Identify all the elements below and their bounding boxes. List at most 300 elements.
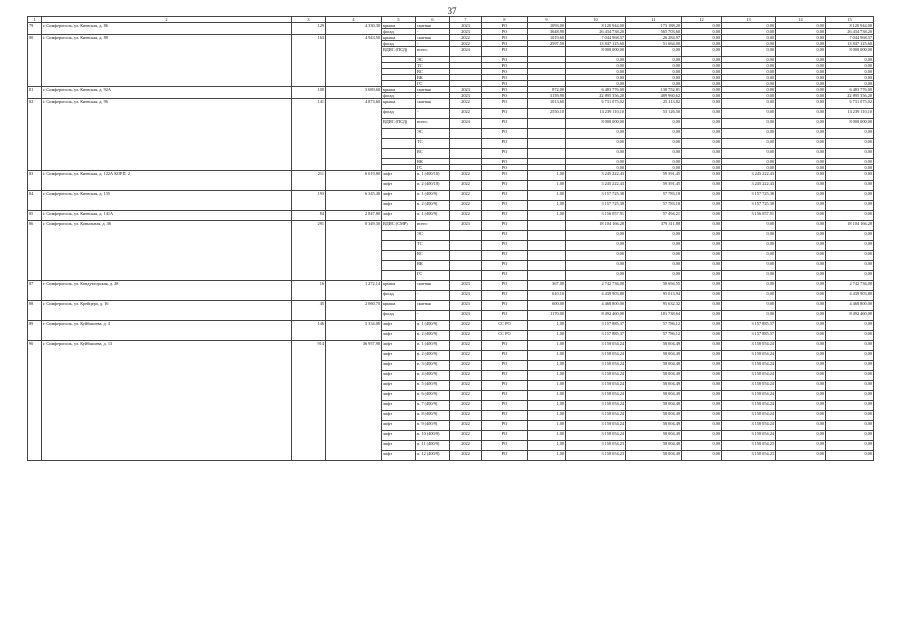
cell-c9: 1,00 <box>528 401 566 411</box>
cell-c14: 0,00 <box>776 35 826 41</box>
cell-c9 <box>528 119 566 129</box>
header-cell: 13 <box>722 17 776 23</box>
cell-c8: РО <box>482 47 528 57</box>
cell-c13: 3 158 054,24 <box>722 431 776 441</box>
cell-c7: 2022 <box>450 99 482 109</box>
cell-c12: 0,00 <box>682 271 722 281</box>
cell-c13: 3 158 054,23 <box>722 441 776 451</box>
header-cell: 14 <box>776 17 826 23</box>
cell-c14: 0,00 <box>776 63 826 69</box>
cell-c6: п. 1 (400/9) <box>416 321 450 331</box>
cell-c10: 4 468 800,00 <box>566 301 626 311</box>
cell-c9: 1,00 <box>528 201 566 211</box>
cell-c9 <box>528 139 566 149</box>
cell-c6: п. 9 (400/9) <box>416 421 450 431</box>
cell-c10: 0,00 <box>566 69 626 75</box>
cell-c11: 0,00 <box>626 159 682 165</box>
cell-c12: 0,00 <box>682 421 722 431</box>
cell-c11: 173 188,20 <box>626 23 682 29</box>
cell-c7: 2024 <box>450 47 482 57</box>
cell-c6: скатная <box>416 23 450 29</box>
cell-c14: 0,00 <box>776 271 826 281</box>
cell-c11: 53 126,50 <box>626 109 682 119</box>
cell-c11: 489 960,62 <box>626 93 682 99</box>
cell-c14: 0,00 <box>776 321 826 331</box>
cell-c12: 0,00 <box>682 231 722 241</box>
cell-c6: п. 4 (400/9) <box>416 371 450 381</box>
cell-c7: 2023 <box>450 221 482 231</box>
cell-c15: 7 044 968,57 <box>826 35 874 41</box>
header-cell: 12 <box>682 17 722 23</box>
cell-c7: 2022 <box>450 411 482 421</box>
cell-c13: 3 158 054,24 <box>722 351 776 361</box>
cell-c7: 2023 <box>450 93 482 99</box>
cell-c11: 138 752,81 <box>626 87 682 93</box>
apartments-cell: 84 <box>292 211 326 221</box>
cell-c14: 0,00 <box>776 159 826 165</box>
cell-c10: 4 439 903,80 <box>566 291 626 301</box>
cell-c11: 95 632,32 <box>626 301 682 311</box>
cell-c6: ЭС <box>416 57 450 63</box>
cell-c14: 0,00 <box>776 261 826 271</box>
cell-c9: 1,00 <box>528 321 566 331</box>
cell-c6: ВК <box>416 159 450 165</box>
cell-c6: всего: <box>416 221 450 231</box>
cell-c7: 2022 <box>450 341 482 351</box>
cell-c13: 0,00 <box>722 93 776 99</box>
header-cell: 7 <box>450 17 482 23</box>
cell-c14: 0,00 <box>776 57 826 63</box>
cell-c11: 58 004,49 <box>626 441 682 451</box>
cell-c5: крыша <box>382 99 416 109</box>
cell-c15: 0,00 <box>826 411 874 421</box>
cell-c10: 13 847 125,60 <box>566 41 626 47</box>
cell-c9: 3159,90 <box>528 93 566 99</box>
address-cell: г. Симферополь, ул. Киевская, д. 88 <box>42 35 292 87</box>
cell-c10: 0,00 <box>566 139 626 149</box>
cell-c6: п. 1 (400/9) <box>416 211 450 221</box>
cell-c5: фасад <box>382 311 416 321</box>
row-number-cell: 82 <box>28 99 42 171</box>
cell-c14: 0,00 <box>776 81 826 87</box>
cell-c14: 0,00 <box>776 47 826 57</box>
cell-c9: 600,00 <box>528 301 566 311</box>
table-row <box>28 321 874 331</box>
cell-c12: 0,00 <box>682 181 722 191</box>
cell-c6: - <box>416 311 450 321</box>
cell-c15: 0,00 <box>826 149 874 159</box>
cell-c6: п. 1 (400/9) <box>416 191 450 201</box>
row-number-cell: 88 <box>28 301 42 321</box>
cell-c14: 0,00 <box>776 371 826 381</box>
cell-c10: 0,00 <box>566 57 626 63</box>
cell-c12: 0,00 <box>682 451 722 461</box>
cell-c10: 0,00 <box>566 159 626 165</box>
area-cell: 4 873,60 <box>326 99 382 171</box>
cell-c7: 2022 <box>450 361 482 371</box>
cell-c12: 0,00 <box>682 441 722 451</box>
cell-c6: - <box>416 93 450 99</box>
cell-c11: 57 786,12 <box>626 331 682 341</box>
area-cell: 4 330,30 <box>326 23 382 35</box>
area-cell: 4 943,50 <box>326 35 382 87</box>
cell-c12: 0,00 <box>682 75 722 81</box>
cell-c12: 0,00 <box>682 251 722 261</box>
cell-c9: 1013,60 <box>528 99 566 109</box>
cell-c10: 0,00 <box>566 63 626 69</box>
cell-c14: 0,00 <box>776 69 826 75</box>
cell-c14: 0,00 <box>776 441 826 451</box>
cell-c12: 0,00 <box>682 129 722 139</box>
cell-c7: 2023 <box>450 291 482 301</box>
cell-c9 <box>528 261 566 271</box>
cell-c6: ГС <box>416 165 450 171</box>
cell-c11: 58 004,49 <box>626 451 682 461</box>
cell-c15: 0,00 <box>826 81 874 87</box>
cell-c12: 0,00 <box>682 381 722 391</box>
cell-c12: 0,00 <box>682 411 722 421</box>
cell-c6: скатная <box>416 301 450 311</box>
cell-c7 <box>450 251 482 261</box>
cell-c5: крыша <box>382 301 416 311</box>
cell-c5: лифт <box>382 411 416 421</box>
cell-c5: фасад <box>382 109 416 119</box>
cell-c15: 2 742 736,00 <box>826 281 874 291</box>
cell-c11: 58 004,49 <box>626 361 682 371</box>
cell-c6: скатная <box>416 99 450 109</box>
cell-c8: РО <box>482 221 528 231</box>
address-cell: г. Симферополь, ул. Киевская, д. 86 <box>42 23 292 35</box>
cell-c6: п. 1 (400/9) <box>416 341 450 351</box>
cell-c9: 2550,10 <box>528 109 566 119</box>
cell-c8: РО <box>482 211 528 221</box>
cell-c10: 0,00 <box>566 271 626 281</box>
cell-c13: 3 157 725,38 <box>722 191 776 201</box>
cell-c14: 0,00 <box>776 281 826 291</box>
cell-c9: 1019,60 <box>528 35 566 41</box>
apartments-cell: 141 <box>292 99 326 171</box>
cell-c9: 1,00 <box>528 361 566 371</box>
cell-c14: 0,00 <box>776 221 826 231</box>
cell-c5 <box>382 261 416 271</box>
cell-c7 <box>450 261 482 271</box>
cell-c12: 0,00 <box>682 81 722 87</box>
cell-c9: 1,00 <box>528 441 566 451</box>
cell-c11: 57 494,21 <box>626 211 682 221</box>
cell-c12: 0,00 <box>682 191 722 201</box>
cell-c8: РО <box>482 231 528 241</box>
cell-c10: 3 158 054,24 <box>566 411 626 421</box>
cell-c5: лифт <box>382 441 416 451</box>
cell-c11: 58 004,49 <box>626 401 682 411</box>
cell-c13: 0,00 <box>722 165 776 171</box>
cell-c10: 8 120 944,00 <box>566 23 626 29</box>
cell-c7: 2023 <box>450 311 482 321</box>
cell-c14: 0,00 <box>776 29 826 35</box>
cell-c15: 0,00 <box>826 271 874 281</box>
cell-c14: 0,00 <box>776 99 826 109</box>
cell-c6: ГС <box>416 271 450 281</box>
apartments-cell: 211 <box>292 171 326 191</box>
cell-c10: 3 157 725,38 <box>566 191 626 201</box>
cell-c10: 22 895 356,20 <box>566 93 626 99</box>
cell-c10: 3 245 222,43 <box>566 171 626 181</box>
cell-c12: 0,00 <box>682 281 722 291</box>
cell-c10: 18 104 166,28 <box>566 221 626 231</box>
cell-c7: 2022 <box>450 41 482 47</box>
header-cell: 3 <box>292 17 326 23</box>
row-number-cell: 83 <box>28 171 42 191</box>
cell-c13: 0,00 <box>722 29 776 35</box>
cell-c12: 0,00 <box>682 57 722 63</box>
cell-c15: 0,00 <box>826 57 874 63</box>
cell-c13: 0,00 <box>722 271 776 281</box>
cell-c11: 58 004,49 <box>626 371 682 381</box>
cell-c14: 0,00 <box>776 171 826 181</box>
cell-c13: 0,00 <box>722 129 776 139</box>
table-row <box>28 171 874 181</box>
cell-c11: 0,00 <box>626 63 682 69</box>
cell-c13: 3 158 054,23 <box>722 451 776 461</box>
cell-c11: 58 004,49 <box>626 341 682 351</box>
header-cell: 10 <box>566 17 626 23</box>
cell-c7: 2022 <box>450 171 482 181</box>
cell-c7 <box>450 271 482 281</box>
apartments-cell: 129 <box>292 23 326 35</box>
cell-c12: 0,00 <box>682 165 722 171</box>
cell-c11: 0,00 <box>626 271 682 281</box>
cell-c14: 0,00 <box>776 211 826 221</box>
address-cell: г. Симферополь, ул. Киевская, д. 92А <box>42 87 292 99</box>
cell-c11: 0,00 <box>626 69 682 75</box>
cell-c13: 3 245 222,43 <box>722 181 776 191</box>
cell-c7: 2024 <box>450 119 482 129</box>
cell-c6: п. 5 (400/9) <box>416 381 450 391</box>
cell-c6: ТС <box>416 241 450 251</box>
cell-c15: 0,00 <box>826 69 874 75</box>
cell-c11: 0,00 <box>626 231 682 241</box>
cell-c9: 1,00 <box>528 351 566 361</box>
cell-c14: 0,00 <box>776 361 826 371</box>
cell-c9 <box>528 251 566 261</box>
cell-c13: 0,00 <box>722 47 776 57</box>
cell-c8: РО <box>482 63 528 69</box>
cell-c12: 0,00 <box>682 171 722 181</box>
cell-c5: лифт <box>382 201 416 211</box>
cell-c11: 25 113,82 <box>626 99 682 109</box>
cell-c6: ВС <box>416 149 450 159</box>
cell-c13: 3 158 054,24 <box>722 381 776 391</box>
cell-c11: 0,00 <box>626 251 682 261</box>
apartments-cell: 16 <box>292 281 326 301</box>
cell-c10: 3 158 054,24 <box>566 421 626 431</box>
cell-c13: 0,00 <box>722 251 776 261</box>
cell-c15: 0,00 <box>826 63 874 69</box>
cell-c12: 0,00 <box>682 331 722 341</box>
cell-c8: РО <box>482 159 528 165</box>
cell-c5: лифт <box>382 401 416 411</box>
cell-c14: 0,00 <box>776 421 826 431</box>
cell-c11: 51 664,00 <box>626 41 682 47</box>
cell-c12: 0,00 <box>682 221 722 231</box>
cell-c10: 3 245 222,43 <box>566 181 626 191</box>
cell-c15: 0,00 <box>826 241 874 251</box>
cell-c5 <box>382 139 416 149</box>
cell-c10: 8 492 460,00 <box>566 311 626 321</box>
area-cell: 3 689,60 <box>326 87 382 99</box>
cell-c9: 610,10 <box>528 291 566 301</box>
cell-c10: 2 742 736,00 <box>566 281 626 291</box>
cell-c12: 0,00 <box>682 93 722 99</box>
cell-c6: всего: <box>416 119 450 129</box>
cell-c15: 0,00 <box>826 351 874 361</box>
cell-c15: 0,00 <box>826 75 874 81</box>
cell-c12: 0,00 <box>682 47 722 57</box>
cell-c14: 0,00 <box>776 165 826 171</box>
cell-c5: ВДИС (ПСД) <box>382 47 416 57</box>
cell-c8: РО <box>482 251 528 261</box>
table-row <box>28 341 874 351</box>
cell-c12: 0,00 <box>682 29 722 35</box>
cell-c12: 0,00 <box>682 159 722 165</box>
cell-c12: 0,00 <box>682 87 722 93</box>
cell-c6: скатная <box>416 35 450 41</box>
address-cell: г. Симферополь, ул. Куйбышева, д. 13 <box>42 341 292 461</box>
cell-c15: 22 895 356,20 <box>826 93 874 99</box>
cell-c8: РО <box>482 129 528 139</box>
cell-c5: фасад <box>382 291 416 301</box>
row-number-cell: 81 <box>28 87 42 99</box>
cell-c11: 26 284,97 <box>626 35 682 41</box>
cell-c14: 0,00 <box>776 139 826 149</box>
cell-c13: 0,00 <box>722 35 776 41</box>
cell-c9: 1,00 <box>528 411 566 421</box>
cell-c11: 57 783,18 <box>626 201 682 211</box>
cell-c8: РО <box>482 371 528 381</box>
cell-c6: - <box>416 29 450 35</box>
cell-c10: 6 483 776,00 <box>566 87 626 93</box>
area-cell: 2 847,80 <box>326 211 382 221</box>
cell-c12: 0,00 <box>682 321 722 331</box>
cell-c6: п. 1 (400/10) <box>416 171 450 181</box>
cell-c6: п. 6 (400/9) <box>416 391 450 401</box>
cell-c9 <box>528 47 566 57</box>
header-cell: 5 <box>382 17 416 23</box>
cell-c8: РО <box>482 191 528 201</box>
cell-c11: 58 004,49 <box>626 411 682 421</box>
cell-c8: РО <box>482 341 528 351</box>
cell-c12: 0,00 <box>682 391 722 401</box>
cell-c5: лифт <box>382 381 416 391</box>
cell-c7: 2022 <box>450 191 482 201</box>
cell-c11: 58 004,49 <box>626 381 682 391</box>
area-cell: 36 957,90 <box>326 341 382 461</box>
area-cell: 2 060,70 <box>326 301 382 321</box>
cell-c9 <box>528 231 566 241</box>
cell-c7: 2023 <box>450 29 482 35</box>
cell-c13: 0,00 <box>722 63 776 69</box>
cell-c13: 0,00 <box>722 119 776 129</box>
cell-c9: 1,00 <box>528 371 566 381</box>
apartments-cell: 291 <box>292 221 326 281</box>
cell-c13: 0,00 <box>722 87 776 93</box>
cell-c10: 3 158 054,24 <box>566 351 626 361</box>
cell-c10: 3 157 885,37 <box>566 331 626 341</box>
cell-c8: РО <box>482 99 528 109</box>
cell-c12: 0,00 <box>682 291 722 301</box>
cell-c7: 2022 <box>450 109 482 119</box>
cell-c13: 0,00 <box>722 221 776 231</box>
cell-c12: 0,00 <box>682 351 722 361</box>
table-row <box>28 301 874 311</box>
cell-c11: 59 391,45 <box>626 181 682 191</box>
cell-c13: 0,00 <box>722 159 776 165</box>
cell-c14: 0,00 <box>776 201 826 211</box>
cell-c11: 0,00 <box>626 119 682 129</box>
cell-c9: 1093,00 <box>528 23 566 29</box>
cell-c7 <box>450 149 482 159</box>
cell-c7 <box>450 231 482 241</box>
cell-c6: ГС <box>416 81 450 87</box>
cell-c6: ЭС <box>416 129 450 139</box>
cell-c5: лифт <box>382 421 416 431</box>
cell-c5 <box>382 241 416 251</box>
cell-c5 <box>382 251 416 261</box>
cell-c14: 0,00 <box>776 341 826 351</box>
cell-c15: 0,00 <box>826 391 874 401</box>
cell-c13: 0,00 <box>722 41 776 47</box>
cell-c14: 0,00 <box>776 23 826 29</box>
cell-c8: РО <box>482 87 528 93</box>
cell-c8: РО <box>482 261 528 271</box>
cell-c13: 3 157 725,38 <box>722 201 776 211</box>
cell-c15: 13 847 125,60 <box>826 41 874 47</box>
table-row <box>28 281 874 291</box>
row-number-cell: 85 <box>28 211 42 221</box>
cell-c7: 2022 <box>450 331 482 341</box>
cell-c12: 0,00 <box>682 341 722 351</box>
cell-c7: 2022 <box>450 351 482 361</box>
cell-c13: 0,00 <box>722 69 776 75</box>
cell-c15: 0,00 <box>826 331 874 341</box>
cell-c5: лифт <box>382 191 416 201</box>
cell-c6: п. 12 (400/9) <box>416 451 450 461</box>
cell-c15: 0,00 <box>826 451 874 461</box>
cell-c9: 1,00 <box>528 391 566 401</box>
header-cell: 4 <box>326 17 382 23</box>
cell-c10: 3 158 054,24 <box>566 371 626 381</box>
cell-c7 <box>450 241 482 251</box>
cell-c9: 1,00 <box>528 381 566 391</box>
cell-c7: 2022 <box>450 381 482 391</box>
cell-c14: 0,00 <box>776 181 826 191</box>
header-cell: 1 <box>28 17 42 23</box>
cell-c8: РО <box>482 23 528 29</box>
cell-c13: 0,00 <box>722 241 776 251</box>
cell-c6: п. 10 (400/9) <box>416 431 450 441</box>
cell-c15: 0,00 <box>826 181 874 191</box>
cell-c15: 4 439 903,80 <box>826 291 874 301</box>
row-number-cell: 89 <box>28 321 42 341</box>
header-cell: 9 <box>528 17 566 23</box>
cell-c6: п. 11 (400/9) <box>416 441 450 451</box>
cell-c14: 0,00 <box>776 109 826 119</box>
cell-c9: 1,00 <box>528 211 566 221</box>
cell-c7 <box>450 129 482 139</box>
cell-c12: 0,00 <box>682 401 722 411</box>
cell-c15: 18 104 166,28 <box>826 221 874 231</box>
cell-c6: ЭС <box>416 231 450 241</box>
